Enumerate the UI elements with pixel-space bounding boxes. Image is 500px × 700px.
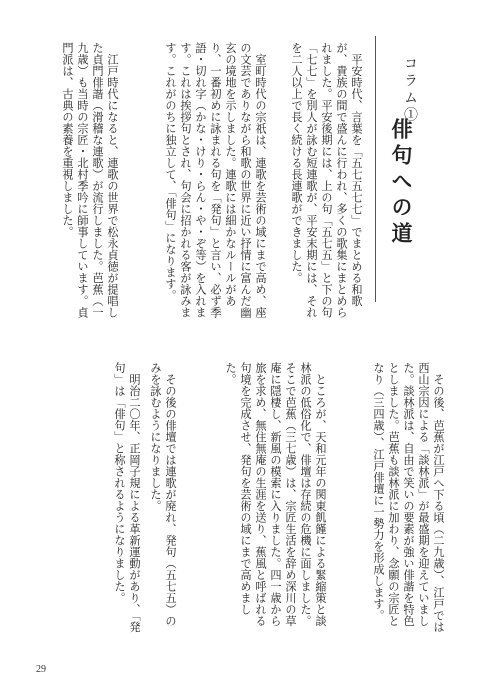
upper-paragraph-2: 室町時代の宗祇は、連歌を芸術の域にまで高め、座の文芸でありながら和歌の世界に近い抒情に富んだ幽玄の境地を示しました。連歌には細かなルールがあり、一番初めに詠まれる句を「発句」と言い、必ず季語・切れ字（かな・けり・らん・や・ぞ等）を入れます。これは挨拶句とされ、句会に招かれる客が詠みます。これがのちに独立して、「俳句」になります。 [164,42,267,318]
lower-paragraph-2: ところが、天和元年の関東飢饉による緊縮策と談林派の低俗化で、俳壇は存続の危機に面しました。そこで芭蕉（三七歳）は、宗匠生活を辞め深川の草庵に隠棲し、新風の模索に入りました。四一歳から旅を求め、無住無庵の生涯を送り、蕉風と呼ばれる句境を完成させ、発句を芸術の域にまで高めました。 [224,362,327,627]
lower-paragraph-4: 明治二〇年、正岡子規による革新運動があり、「発句」は「俳句」と称されるようになりました。 [113,362,141,633]
upper-paragraph-3: 江戸時代になると、連歌の世界で松永貞徳が提唱した貞門俳諧（滑稽な連歌）が流行しました。芭蕉（一九歳）も当時の宗匠・北村季吟に師事しています。貞門派は、古典の素養を重視しました。 [61,42,119,318]
column-title: 俳句への道 [389,118,414,248]
lower-paragraph-1: その後、芭蕉が江戸へ下る頃（二九歳）、江戸では西山宗因による「談林派」が最盛期を迎えていました。談林派は、自由で笑いの要素が強い俳諧を特色としました。芭蕉も談林派に加わり、念願の宗匠となり（三四歳）、江戸俳壇に一勢力を形成します。 [372,362,445,633]
column-label: コラム① [402,56,418,124]
upper-paragraph-1: 平安時代、言葉を「五七五七七」でまとめる和歌が、貴族の間で盛んに行われ、多くの歌集にまとめられました。平安後期には、上の句「五七五」と下の句「七七」を別人が詠む短連歌が、平安末期には、それを二人以上で長く続ける長連歌ができました。 [290,42,363,318]
lower-paragraph-3: その後の俳壇では連歌が廃れ、発句（五七五）のみを詠むようになりました。 [149,362,177,627]
page-number: 29 [36,664,46,675]
